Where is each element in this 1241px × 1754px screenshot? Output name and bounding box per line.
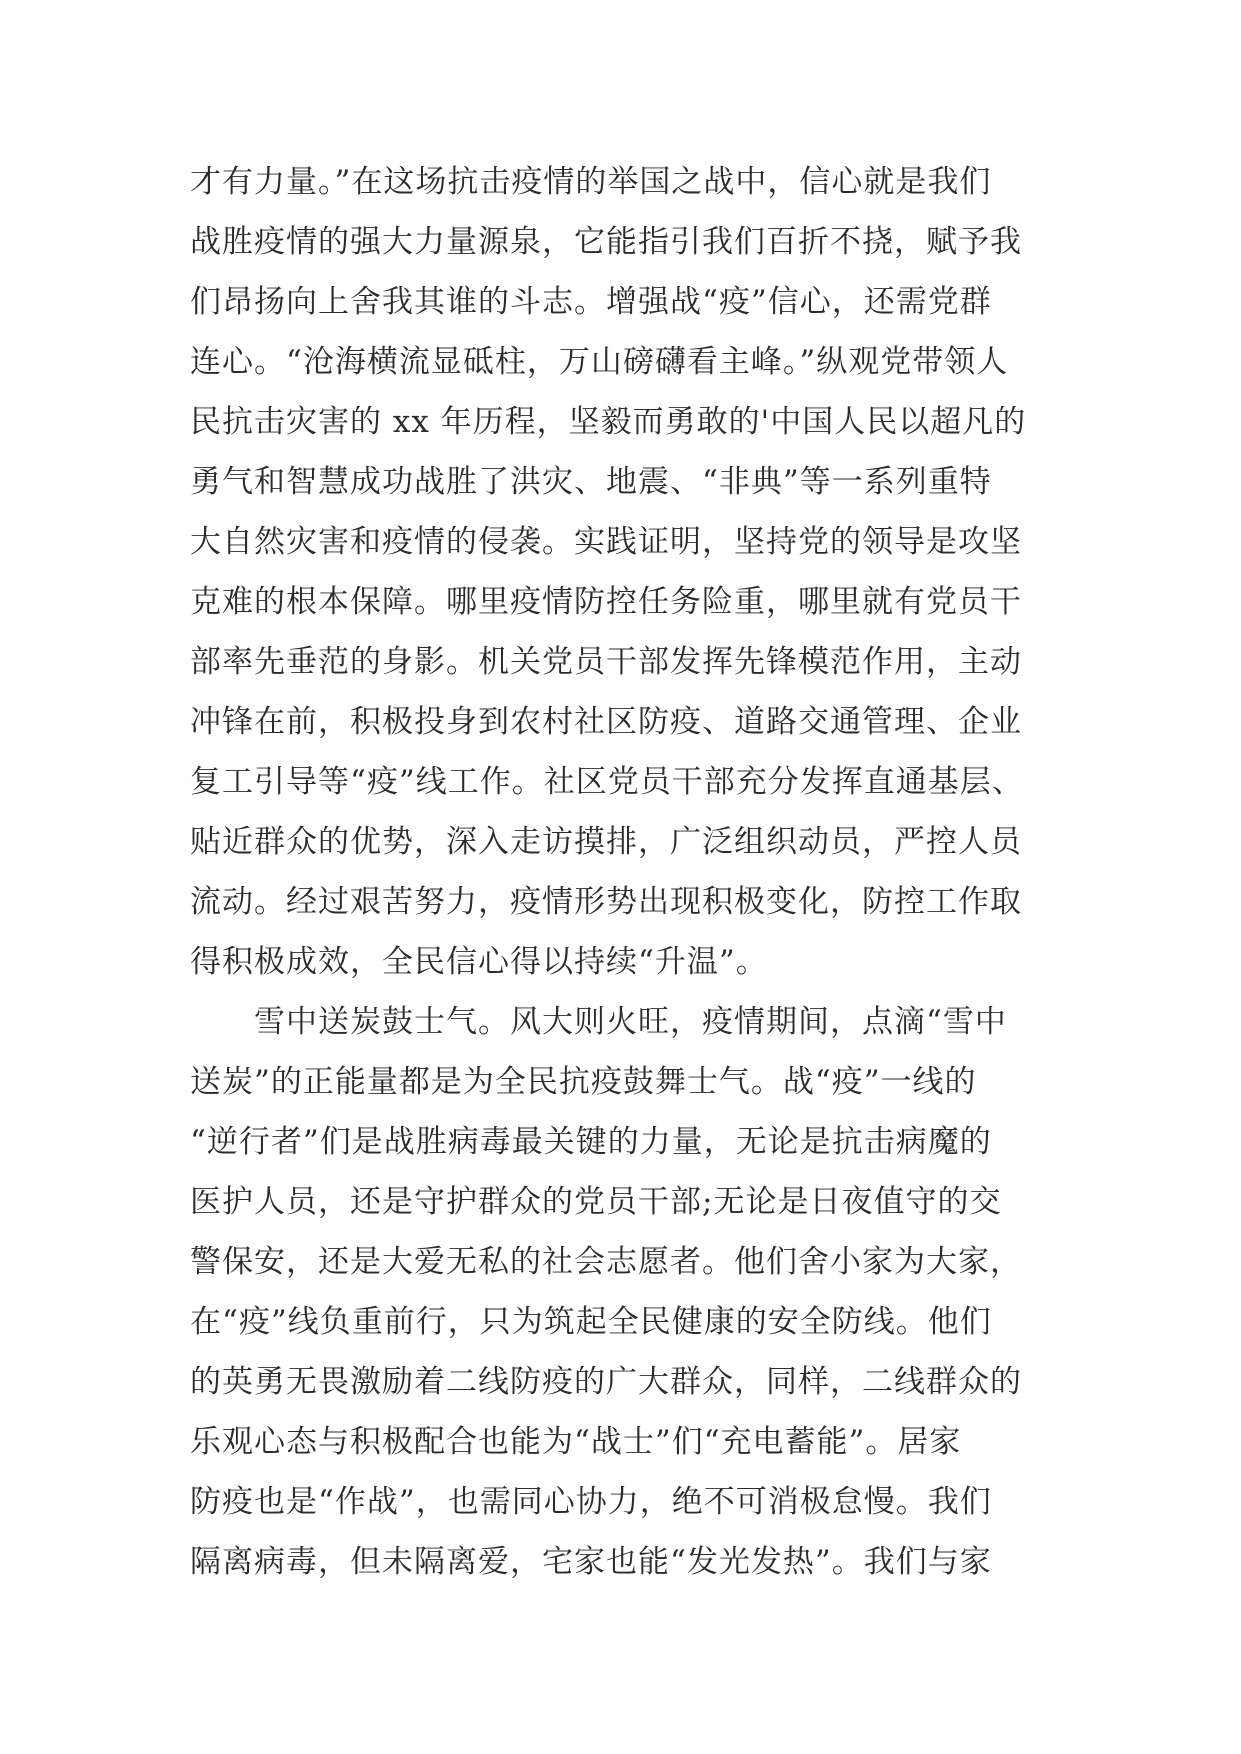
text-line: 民抗击灾害的 xx 年历程，坚毅而勇敢的'中国人民以超凡的	[190, 404, 1027, 440]
text-line: 的英勇无畏激励着二线防疫的广大群众，同样，二线群众的	[190, 1364, 1022, 1400]
text-line: 隔离病毒，但未隔离爱，宅家也能“发光发热”。我们与家	[190, 1544, 992, 1580]
text-line: 乐观心态与积极配合也能为“战士”们“充电蓄能”。居家	[190, 1424, 962, 1460]
text-line: 雪中送炭鼓士气。风大则火旺，疫情期间，点滴“雪中	[254, 1004, 1007, 1040]
text-line: 贴近群众的优势，深入走访摸排，广泛组织动员，严控人员	[190, 824, 1022, 860]
text-line: 医护人员，还是守护群众的党员干部;无论是日夜值守的交	[190, 1184, 1002, 1220]
text-line: 得积极成效，全民信心得以持续“升温”。	[190, 944, 768, 980]
text-line: 勇气和智慧成功战胜了洪灾、地震、“非典”等一系列重特	[190, 464, 992, 500]
text-line: 部率先垂范的身影。机关党员干部发挥先锋模范作用，主动	[190, 644, 1022, 680]
text-line: 防疫也是“作战”，也需同心协力，绝不可消极怠慢。我们	[190, 1484, 992, 1520]
paragraph-1	[190, 152, 1050, 992]
text-line: 警保安，还是大爱无私的社会志愿者。他们舍小家为大家，	[190, 1244, 1022, 1280]
text-line: 流动。经过艰苦努力，疫情形势出现积极变化，防控工作取	[190, 884, 1022, 920]
text-line: 送炭”的正能量都是为全民抗疫鼓舞士气。战“疫”一线的	[190, 1064, 977, 1100]
text-line: “逆行者”们是战胜病毒最关键的力量，无论是抗击病魔的	[190, 1124, 992, 1160]
text-line: 才有力量。”在这场抗击疫情的举国之战中，信心就是我们	[190, 164, 992, 200]
text-line: 克难的根本保障。哪里疫情防控任务险重，哪里就有党员干	[190, 584, 1022, 620]
text-line: 大自然灾害和疫情的侵袭。实践证明，坚持党的领导是攻坚	[190, 524, 1022, 560]
text-line: 冲锋在前，积极投身到农村社区防疫、道路交通管理、企业	[190, 704, 1022, 740]
body-text	[190, 152, 1050, 1592]
text-line: 连心。“沧海横流显砥柱，万山磅礴看主峰。”纵观党带领人	[190, 344, 1009, 380]
text-line: 在“疫”线负重前行，只为筑起全民健康的安全防线。他们	[190, 1304, 992, 1340]
text-line: 们昂扬向上舍我其谁的斗志。增强战“疫”信心，还需党群	[190, 284, 992, 320]
text-line: 战胜疫情的强大力量源泉，它能指引我们百折不挠，赋予我	[190, 224, 1022, 260]
text-line: 复工引导等“疫”线工作。社区党员干部充分发挥直通基层、	[190, 764, 1024, 800]
paragraph-2	[190, 992, 1050, 1592]
